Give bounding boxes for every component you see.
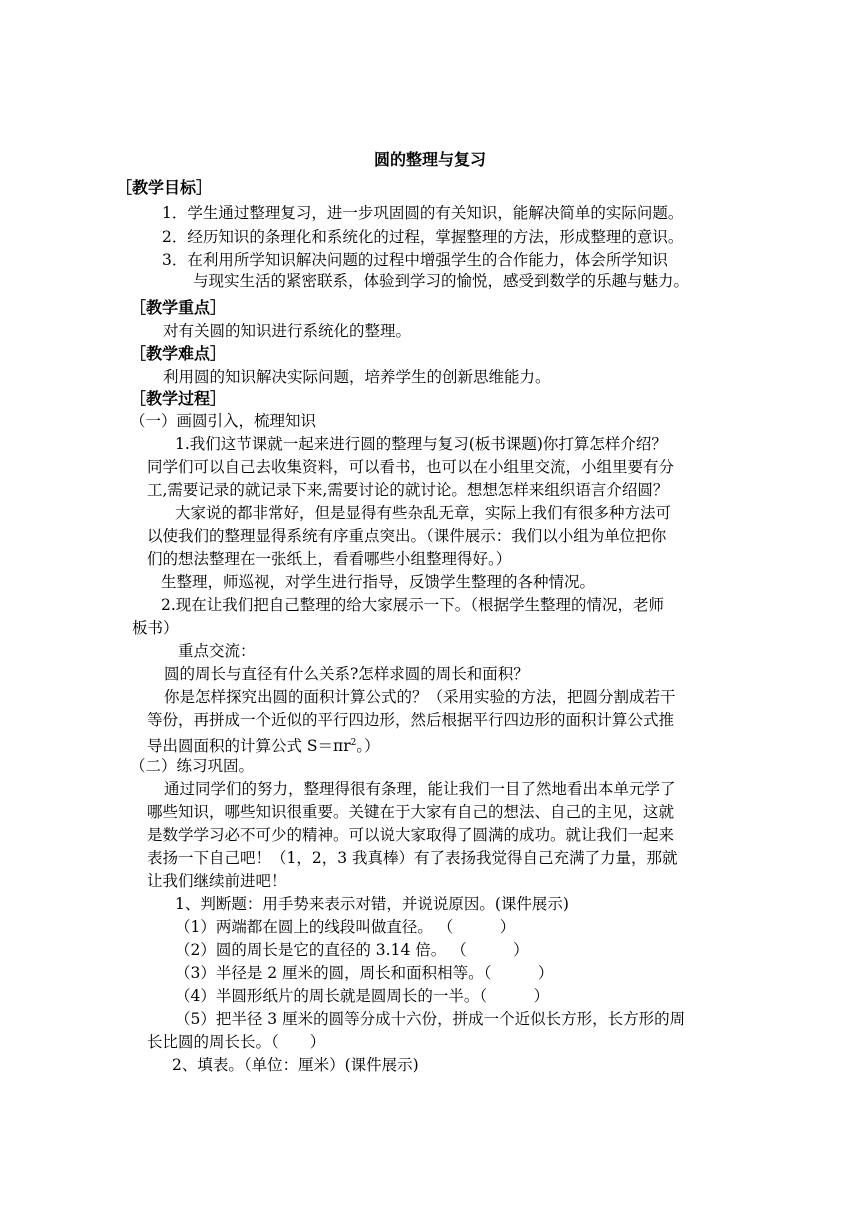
paragraph-7-line1: 你是怎样探究出圆的面积计算公式的？（采用实验的方法，把圆分割成若干 <box>164 688 676 706</box>
goal-3-line2: 与现实生活的紧密联系，体验到学习的愉悦，感受到数学的乐趣与魅力。 <box>193 272 690 290</box>
paragraph-8-line4: 表扬一下自己吧！（1，2，3 我真棒）有了表扬我觉得自己充满了力量，那就 <box>147 849 678 867</box>
paragraph-4-line1: 2.现在让我们把自己整理的给大家展示一下。（根据学生整理的情况，老师 <box>161 596 665 614</box>
goal-3-line1: 3．在利用所学知识解决问题的过程中增强学生的合作能力，体会所学知识 <box>162 251 668 269</box>
paragraph-4-line2: 板书） <box>132 619 179 637</box>
key-point-text: 对有关圆的知识进行系统化的整理。 <box>163 322 412 340</box>
paragraph-6: 圆的周长与直径有什么关系?怎样求圆的周长和面积？ <box>164 665 529 683</box>
fill-table-heading: 2、填表。（单位：厘米）(课件展示) <box>172 1056 419 1074</box>
true-false-question-1: （1）两端都在圆上的线段叫做直径。 （ ） <box>175 918 516 936</box>
section-1-heading: （一）画圆引入，梳理知识 <box>130 412 317 430</box>
true-false-question-2: （2）圆的周长是它的直径的 3.14 倍。 （ ） <box>175 941 529 959</box>
paragraph-2-line1: 大家说的都非常好，但是显得有些杂乱无章，实际上我们有很多种方法可 <box>175 504 672 522</box>
true-false-heading: 1、判断题：用手势来表示对错，并说说原因。(课件展示) <box>175 895 569 913</box>
paragraph-8-line3: 是数学学习必不可少的精神。可以说大家取得了圆满的成功。就让我们一起来 <box>147 826 675 844</box>
document-title: 圆的整理与复习 <box>373 150 486 169</box>
heading-difficulty: ［教学难点］ <box>130 344 227 363</box>
heading-teaching-goals: ［教学目标］ <box>116 178 213 197</box>
paragraph-3: 生整理，师巡视，对学生进行指导，反馈学生整理的各种情况。 <box>161 573 596 591</box>
paragraph-1-line3: 工,需要记录的就记录下来,需要讨论的就讨论。想想怎样来组织语言介绍圆？ <box>147 481 669 499</box>
true-false-question-5-line2: 长比圆的周长长。（ ） <box>147 1033 326 1051</box>
difficulty-text: 利用圆的知识解决实际问题，培养学生的创新思维能力。 <box>163 368 551 386</box>
paragraph-8-line5: 让我们继续前进吧！ <box>147 872 287 890</box>
goal-1: 1．学生通过整理复习，进一步巩固圆的有关知识，能解决简单的实际问题。 <box>162 204 684 222</box>
paragraph-1-line1: 1.我们这节课就一起来进行圆的整理与复习(板书课题)你打算怎样介绍？ <box>175 435 667 453</box>
heading-process: ［教学过程］ <box>130 389 227 408</box>
true-false-question-4: （4）半圆形纸片的周长就是圆周长的一半。（ ） <box>175 987 550 1005</box>
goal-2: 2．经历知识的条理化和系统化的过程，掌握整理的方法，形成整理的意识。 <box>162 228 684 246</box>
paragraph-5: 重点交流： <box>178 642 256 660</box>
true-false-question-3: （3）半径是 2 厘米的圆，周长和面积相等。（ ） <box>175 964 554 982</box>
paragraph-8-line2: 哪些知识，哪些知识很重要。关键在于大家有自己的想法、自己的主见，这就 <box>147 803 675 821</box>
paragraph-7-line2: 等份，再拼成一个近似的平行四边形，然后根据平行四边形的面积计算公式推 <box>147 711 675 729</box>
paragraph-2-line2: 以使我们的整理显得系统有序重点突出。（课件展示：我们以小组为单位把你 <box>147 527 667 545</box>
paragraph-2-line3: 们的想法整理在一张纸上，看看哪些小组整理得好。） <box>147 550 512 568</box>
heading-key-point: ［教学重点］ <box>130 298 227 317</box>
paragraph-7-line3: 导出圆面积的计算公式 $S=\pi r^2$。） <box>147 737 380 756</box>
paragraph-8-line1: 通过同学们的努力，整理得很有条理，能让我们一目了然地看出本单元学了 <box>164 780 676 798</box>
section-2-heading: （二）练习巩固。 <box>130 757 255 775</box>
paragraph-1-line2: 同学们可以自己去收集资料，可以看书，也可以在小组里交流，小组里要有分 <box>147 458 675 476</box>
true-false-question-5-line1: （5）把半径 3 厘米的圆等分成十六份，拼成一个近似长方形，长方形的周 <box>175 1010 686 1028</box>
